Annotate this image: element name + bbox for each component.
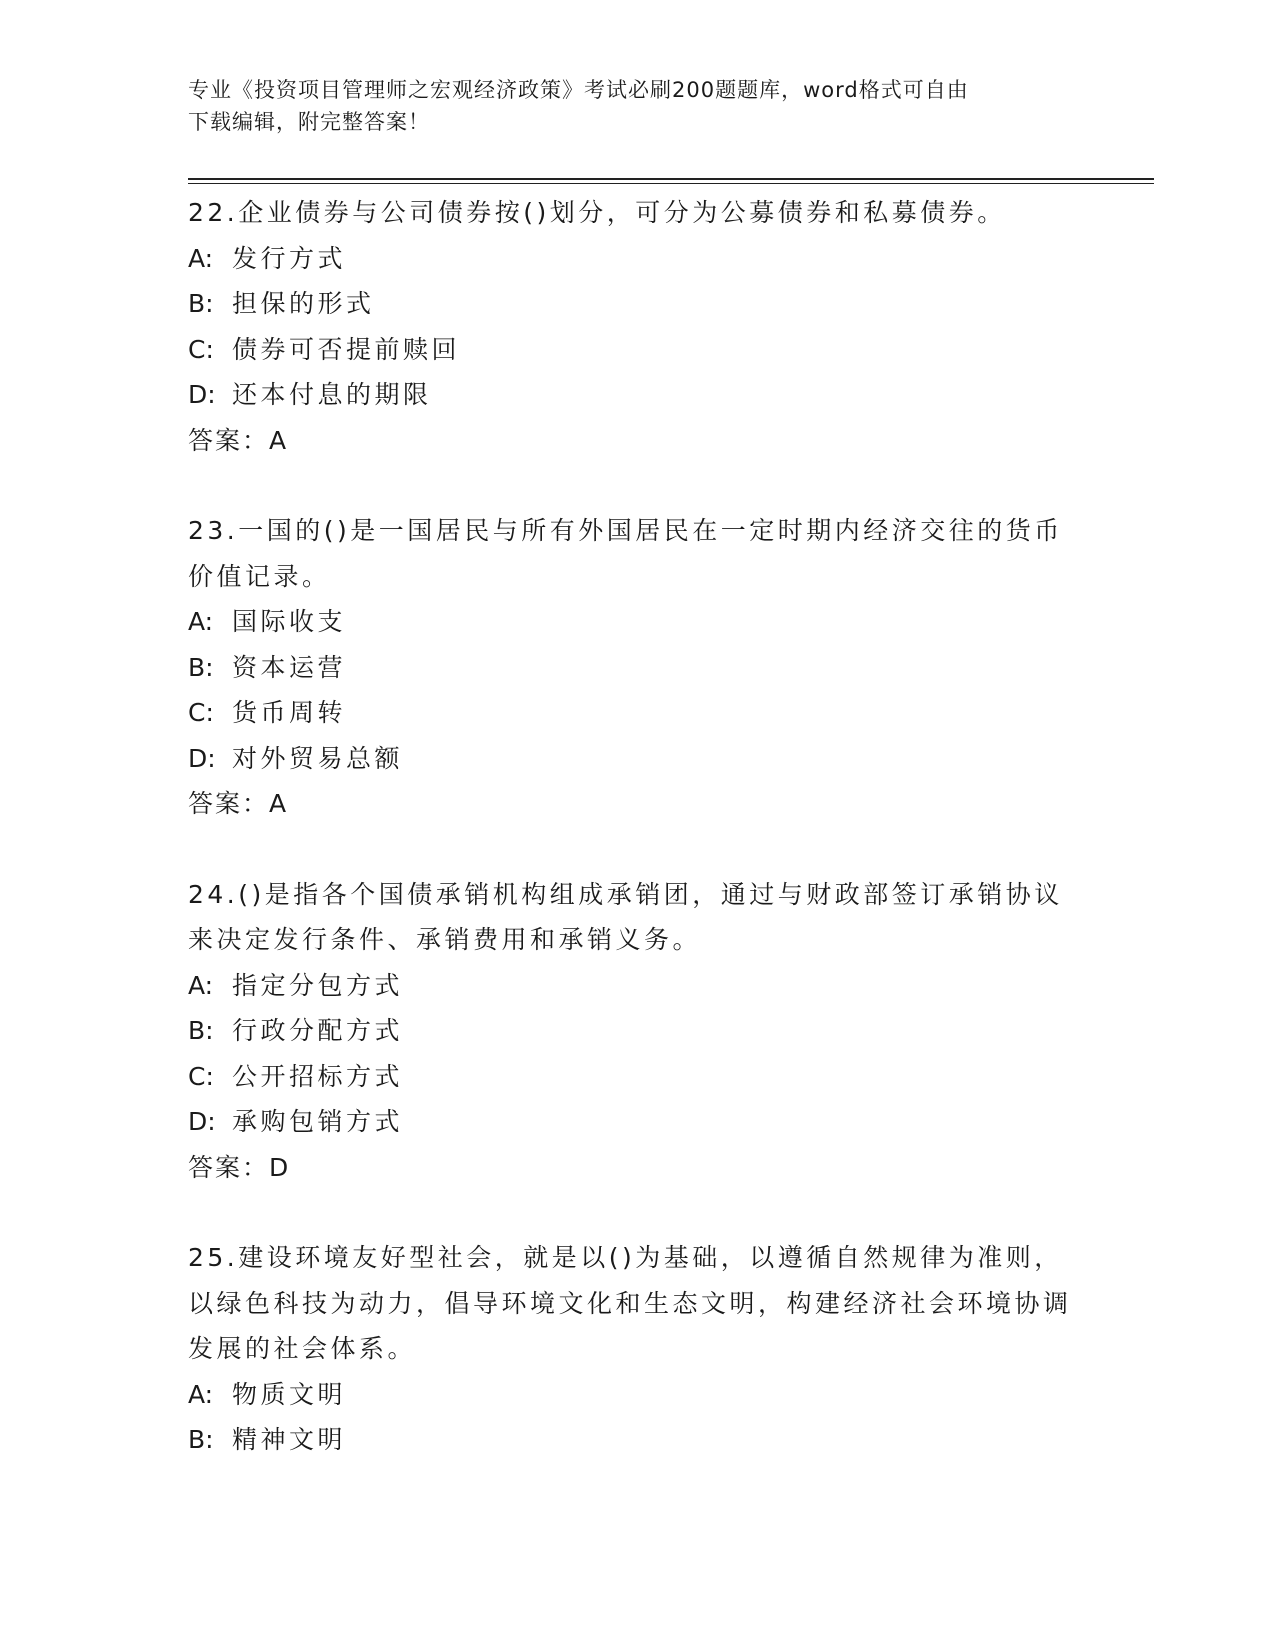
option-text: 资本运营 xyxy=(232,652,347,682)
option-letter: A: xyxy=(188,970,214,1000)
question-list xyxy=(188,190,1088,1508)
option-d xyxy=(188,1099,1088,1145)
option-letter: D: xyxy=(188,743,216,773)
option-letter: B: xyxy=(188,1425,214,1454)
option-letter: D: xyxy=(188,380,216,409)
answer-value: A xyxy=(269,425,287,455)
option-text: 精神文明 xyxy=(232,1425,347,1454)
question-stem: 22.企业债券与公司债券按()划分，可分为公募债券和私募债券。 xyxy=(188,198,1006,227)
answer-value: D xyxy=(269,1152,289,1182)
question-22 xyxy=(188,190,1088,463)
option-letter: C: xyxy=(188,1061,214,1091)
option-letter: D: xyxy=(188,1107,216,1136)
question-25 xyxy=(188,1235,1088,1463)
question-stem: 23.一国的()是一国居民与所有外国居民在一定时期内经济交往的货币价值记录。 xyxy=(188,516,1063,591)
option-text: 对外贸易总额 xyxy=(232,743,404,773)
answer-line xyxy=(188,781,1088,827)
header-divider-thin xyxy=(188,183,1154,184)
option-text: 承购包销方式 xyxy=(232,1107,404,1136)
question-stem: 25.建设环境友好型社会，就是以()为基础，以遵循自然规律为准则，以绿色科技为动力，倡导环境文化和生态文明，构建经济社会环境协调发展的社会体系。 xyxy=(188,1243,1072,1363)
header-divider-thick xyxy=(188,178,1154,180)
option-d xyxy=(188,736,1088,782)
option-letter: A: xyxy=(188,607,214,636)
option-c xyxy=(188,1054,1088,1100)
option-letter: B: xyxy=(188,289,214,318)
option-c xyxy=(188,690,1088,736)
option-letter: B: xyxy=(188,1016,214,1045)
question-24 xyxy=(188,872,1088,1191)
option-b xyxy=(188,645,1088,691)
option-a xyxy=(188,1372,1088,1418)
answer-line xyxy=(188,418,1088,464)
option-a xyxy=(188,599,1088,645)
option-d xyxy=(188,372,1088,418)
answer-label: 答案： xyxy=(188,425,270,455)
option-letter: C: xyxy=(188,334,214,364)
option-b xyxy=(188,1417,1088,1463)
option-letter: A: xyxy=(188,243,214,273)
option-text: 物质文明 xyxy=(232,1379,347,1409)
answer-label: 答案： xyxy=(188,1152,270,1182)
option-text: 债券可否提前赎回 xyxy=(232,334,461,364)
option-a xyxy=(188,963,1088,1009)
answer-line xyxy=(188,1145,1088,1191)
option-text: 指定分包方式 xyxy=(232,970,404,1000)
option-text: 公开招标方式 xyxy=(232,1061,404,1091)
option-letter: B: xyxy=(188,652,214,682)
option-text: 担保的形式 xyxy=(232,289,375,318)
question-23 xyxy=(188,508,1088,827)
question-stem: 24.()是指各个国债承销机构组成承销团，通过与财政部签订承销协议来决定发行条件、承销费用和承销义务。 xyxy=(188,879,1063,954)
option-text: 国际收支 xyxy=(232,607,347,636)
option-text: 货币周转 xyxy=(232,698,347,727)
option-c xyxy=(188,327,1088,373)
option-b xyxy=(188,1008,1088,1054)
option-b xyxy=(188,281,1088,327)
document-header xyxy=(188,74,1068,138)
header-line-1: 专业《投资项目管理师之宏观经济政策》考试必刷200题题库，word格式可自由 xyxy=(188,78,969,102)
answer-label: 答案： xyxy=(188,789,270,818)
option-text: 行政分配方式 xyxy=(232,1016,404,1045)
option-a xyxy=(188,236,1088,282)
answer-value: A xyxy=(269,789,287,818)
option-letter: A: xyxy=(188,1379,214,1409)
header-line-2: 下载编辑，附完整答案！ xyxy=(188,110,430,134)
option-text: 还本付息的期限 xyxy=(232,380,432,409)
option-text: 发行方式 xyxy=(232,243,347,273)
option-letter: C: xyxy=(188,698,214,727)
